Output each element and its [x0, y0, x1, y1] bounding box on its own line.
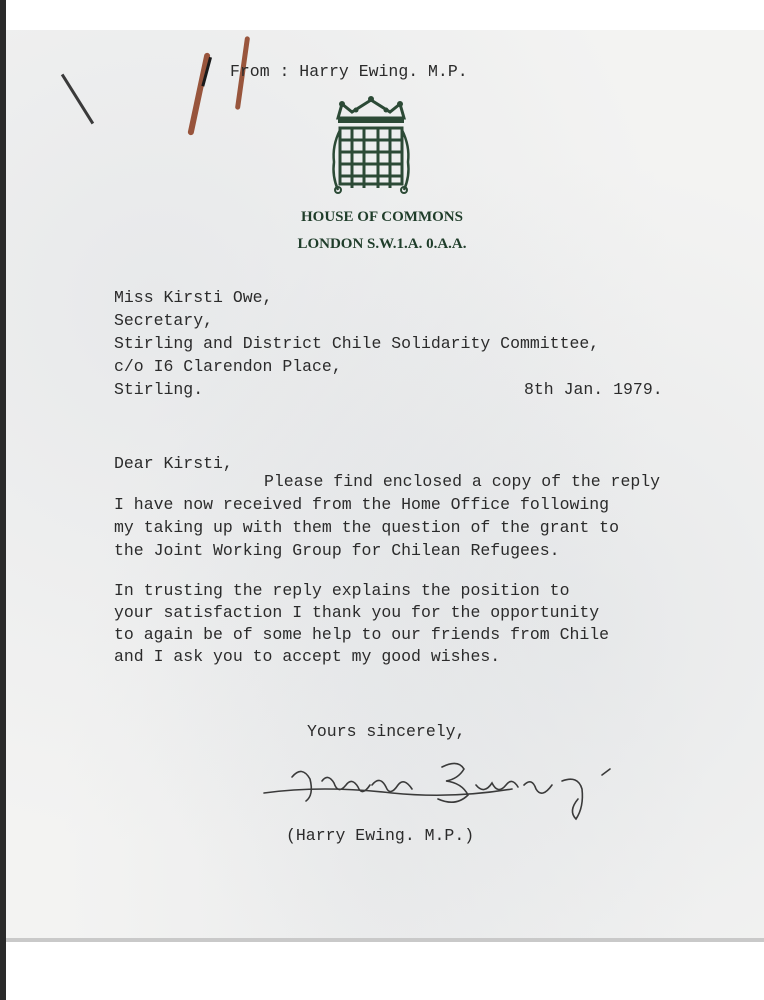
sheet-bottom-edge — [6, 938, 764, 942]
salutation: Dear Kirsti, — [114, 454, 233, 473]
body-line: I have now received from the Home Office following — [114, 495, 610, 514]
letterhead-address: LONDON S.W.1.A. 0.A.A. — [297, 236, 467, 252]
recipient-line: Stirling and District Chile Solidarity Committee, — [114, 334, 600, 353]
body-line: and I ask you to accept my good wishes. — [114, 647, 501, 666]
body-line: the Joint Working Group for Chilean Refugees. — [114, 541, 560, 560]
signed-name: (Harry Ewing. M.P.) — [286, 826, 475, 845]
handwritten-signature — [262, 755, 632, 825]
recipient-line: Secretary, — [114, 311, 214, 330]
letter-date: 8th Jan. 1979. — [524, 380, 663, 399]
from-line: From : Harry Ewing. M.P. — [230, 62, 468, 81]
recipient-line: c/o I6 Clarendon Place, — [114, 357, 342, 376]
recipient-line: Stirling. — [114, 380, 204, 399]
letterhead-institution: HOUSE OF COMMONS — [301, 209, 463, 225]
body-line: to again be of some help to our friends from Chile — [114, 625, 610, 644]
closing: Yours sincerely, — [307, 722, 466, 741]
body-line: my taking up with them the question of the grant to — [114, 518, 619, 537]
portcullis-crown-icon — [330, 96, 412, 194]
recipient-line: Miss Kirsti Owe, — [114, 288, 273, 307]
body-line: your satisfaction I thank you for the opportunity — [114, 603, 600, 622]
body-line: In trusting the reply explains the position to — [114, 581, 570, 600]
body-line: Please find enclosed a copy of the reply — [264, 472, 661, 491]
